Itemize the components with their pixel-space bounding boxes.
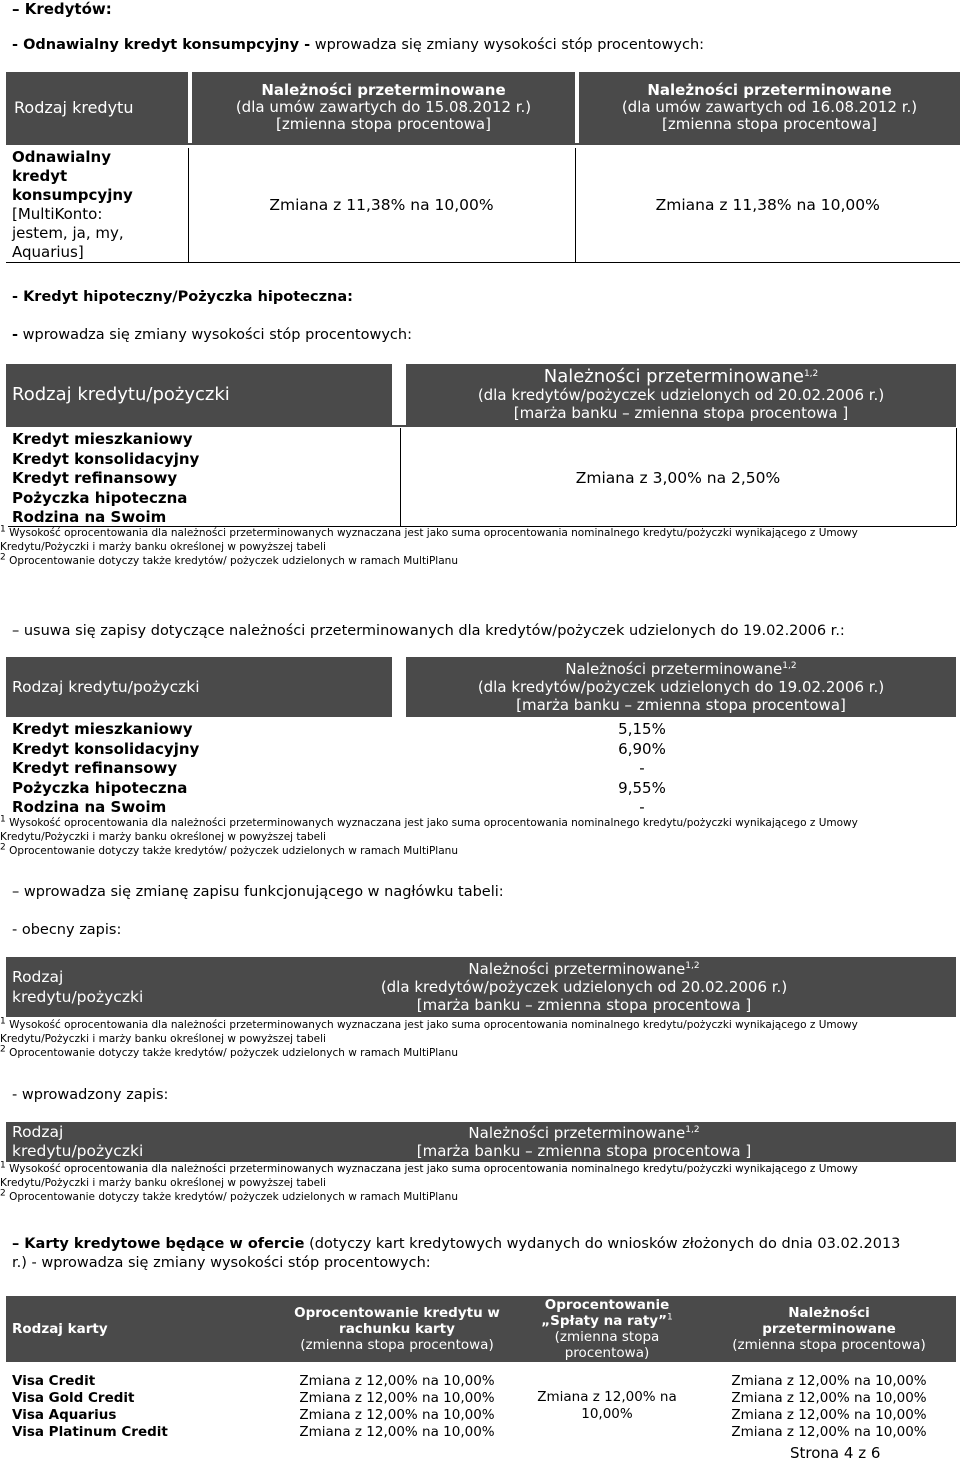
card-overdue-rate: Zmiana z 12,00% na 10,00%: [731, 1389, 927, 1406]
table-row-label: Kredyt refinansowy: [12, 469, 178, 487]
fn2-num: 2: [0, 552, 6, 563]
fn2-num: 2: [0, 842, 6, 853]
table-odnawialny: [6, 72, 960, 263]
table-row-value: -: [639, 798, 645, 816]
footnotes-block-2: [0, 816, 960, 858]
row-label-line4: [MultiKonto:: [12, 205, 103, 223]
row-label-odnawialny: [6, 148, 188, 263]
col2-line3: [zmienna stopa procentowa]: [276, 115, 491, 133]
naleznosci-sup: 1,2: [803, 368, 819, 379]
section2-heading-text: - Kredyt hipoteczny/Pożyczka hipoteczna:: [12, 289, 353, 305]
fn2-num: 2: [0, 1044, 6, 1055]
h3-line2: „Spłaty na raty”: [541, 1313, 667, 1329]
section1-intro-suffix: wprowadza się zmiany wysokości stóp procentowych:: [310, 37, 705, 53]
card-name: Visa Credit: [12, 1372, 96, 1389]
fn1-text2: Kredytu/Pożyczki i marży banku określonej w powyższej tabeli: [0, 1177, 326, 1189]
section1-intro: [12, 37, 704, 53]
table-row-label: Kredyt refinansowy: [12, 759, 178, 777]
header-rodzaj-nowy: [6, 1122, 212, 1162]
header-col3: [579, 72, 960, 144]
table-row-label: Rodzina na Swoim: [12, 508, 167, 526]
header-rodzaj-kredytu: Rodzaj kredytu: [14, 98, 134, 117]
header-naleznosci: [406, 364, 956, 426]
section2-intro-dash: -: [12, 327, 19, 343]
header-oprocentowanie-kredytu: [282, 1296, 512, 1362]
h4-line2: przeterminowane: [762, 1321, 896, 1337]
col3-line2: (dla umów zawartych od 16.08.2012 r.): [621, 98, 918, 116]
fn1-num: 1: [0, 814, 6, 825]
current-label: - obecny zapis:: [12, 922, 122, 938]
section5-intro-line2: r.) - wprowadza się zmiany wysokości stóp procentowych:: [12, 1255, 431, 1271]
rodzaj-nowy-line2: kredytu/pożyczki: [12, 1142, 144, 1160]
fn1-num: 1: [0, 1160, 6, 1171]
table-wprowadzony: [6, 1122, 956, 1162]
row-value-col2: Zmiana z 11,38% na 10,00%: [188, 148, 575, 263]
card-credit-rate: Zmiana z 12,00% na 10,00%: [299, 1423, 495, 1440]
h2-line2: rachunku karty: [339, 1321, 455, 1337]
naleznosci-title-obecny: Należności przeterminowane: [468, 960, 686, 978]
table-usuwa: [6, 657, 956, 717]
footnotes-block-4: [0, 1162, 960, 1204]
row-label-line2: kredyt: [12, 167, 68, 185]
naleznosci-sup-obecny: 1,2: [685, 961, 700, 971]
row-label-line6: Aquarius]: [12, 243, 84, 261]
section2-heading: [12, 289, 353, 305]
h3-line3: (zmienna stopa: [554, 1329, 660, 1345]
card-installments-merged: [512, 1372, 702, 1440]
table-karty: [6, 1296, 956, 1440]
hipoteczny-value: Zmiana z 3,00% na 2,50%: [575, 469, 781, 487]
naleznosci-title-nowy: Należności przeterminowane: [468, 1124, 686, 1142]
fn2-text: Oprocentowanie dotyczy także kredytów/ pożyczek udzielonych w ramach MultiPlanu: [9, 555, 458, 567]
naleznosci-line2-obecny: (dla kredytów/pożyczek udzielonych od 20.02.2006 r.): [380, 978, 788, 996]
header-col2: [192, 72, 575, 144]
page-number: Strona 4 z 6: [790, 1444, 881, 1462]
col3-line3: [zmienna stopa procentowa]: [662, 115, 877, 133]
naleznosci-line2: (dla kredytów/pożyczek udzielonych od 20.02.2006 r.): [477, 385, 885, 404]
col2-line2: (dla umów zawartych do 15.08.2012 r.): [235, 98, 532, 116]
header-rodzaj-karty: Rodzaj karty: [12, 1321, 108, 1337]
fn1-text2: Kredytu/Pożyczki i marży banku określonej w powyższej tabeli: [0, 831, 326, 843]
installments-line1: Zmiana z 12,00% na: [537, 1389, 677, 1405]
h4-line3: (zmienna stopa procentowa): [732, 1337, 926, 1353]
card-credit-rate: Zmiana z 12,00% na 10,00%: [299, 1372, 495, 1389]
naleznosci-line3-obecny: [marża banku – zmienna stopa procentowa ]: [416, 996, 752, 1014]
fn2-text: Oprocentowanie dotyczy także kredytów/ pożyczek udzielonych w ramach MultiPlanu: [9, 1191, 458, 1203]
table-row-label: Pożyczka hipoteczna: [12, 778, 188, 797]
hipoteczny-row-labels: [12, 430, 199, 528]
card-overdue-rate: Zmiana z 12,00% na 10,00%: [731, 1406, 927, 1423]
table-row-value: -: [639, 759, 645, 777]
rodzaj-nowy-line1: Rodzaj: [12, 1123, 64, 1141]
header-naleznosci-obecny: [212, 957, 956, 1017]
table-row-value: 6,90%: [618, 739, 666, 758]
section3-intro: – usuwa się zapisy dotyczące należności przeterminowanych dla kredytów/pożyczek udzielonych do 19.02.2006 r.:: [12, 623, 845, 639]
section5-intro-bold: – Karty kredytowe będące w ofercie: [12, 1236, 305, 1252]
table-row-label: Rodzina na Swoim: [12, 798, 167, 816]
fn1-num: 1: [0, 1016, 6, 1027]
table-row-label: Kredyt mieszkaniowy: [12, 430, 193, 448]
rodzaj-line1: Rodzaj: [12, 968, 64, 986]
h2-line1: Oprocentowanie kredytu w: [294, 1305, 500, 1321]
naleznosci-line3-2: [marża banku – zmienna stopa procentowa]: [516, 696, 846, 714]
card-name: Visa Aquarius: [12, 1406, 117, 1423]
fn1-text2: Kredytu/Pożyczki i marży banku określonej w powyższej tabeli: [0, 1033, 326, 1045]
section5-intro-rest: (dotyczy kart kredytowych wydanych do wniosków złożonych do dnia 03.02.2013: [304, 1236, 901, 1252]
fn2-num: 2: [0, 1188, 6, 1199]
card-credit-rate: Zmiana z 12,00% na 10,00%: [299, 1389, 495, 1406]
usuwa-rows: [12, 720, 952, 818]
new-label: - wprowadzony zapis:: [12, 1087, 169, 1103]
table-row-label: Kredyt konsolidacyjny: [12, 739, 200, 758]
section1-intro-prefix: - Odnawialny kredyt konsumpcyjny -: [12, 37, 311, 53]
header-naleznosci-karty: [702, 1296, 956, 1362]
fn1-text2: Kredytu/Pożyczki i marży banku określonej w powyższej tabeli: [0, 541, 326, 553]
fn1-text: Wysokość oprocentowania dla należności przeterminowanych wyznaczana jest jako suma oprocentowania nominalnego kredytu/pożyczki wynikającego z Umowy: [9, 527, 858, 539]
rodzaj-line2: kredytu/pożyczki: [12, 988, 144, 1006]
fn2-text: Oprocentowanie dotyczy także kredytów/ pożyczek udzielonych w ramach MultiPlanu: [9, 1047, 458, 1059]
card-overdue-rate: Zmiana z 12,00% na 10,00%: [731, 1423, 927, 1440]
card-name: Visa Gold Credit: [12, 1389, 135, 1406]
header-rodzaj-obecny: [6, 957, 212, 1017]
fn1-text: Wysokość oprocentowania dla należności przeterminowanych wyznaczana jest jako suma oprocentowania nominalnego kredytu/pożyczki wynikającego z Umowy: [9, 817, 858, 829]
naleznosci-sup-nowy: 1,2: [685, 1125, 700, 1135]
row-label-line1: Odnawialny: [12, 148, 112, 166]
heading-kredytow: – Kredytów:: [12, 0, 112, 18]
section5-intro: [12, 1235, 960, 1273]
h3-line1: Oprocentowanie: [544, 1297, 670, 1313]
table-obecny: [6, 957, 956, 1017]
h4-line1: Należności: [788, 1305, 870, 1321]
card-name: Visa Platinum Credit: [12, 1423, 168, 1440]
naleznosci-sup-2: 1,2: [782, 661, 797, 671]
fn1-text: Wysokość oprocentowania dla należności przeterminowanych wyznaczana jest jako suma oprocentowania nominalnego kredytu/pożyczki wynikającego z Umowy: [9, 1019, 858, 1031]
h2-line3: (zmienna stopa procentowa): [300, 1337, 494, 1353]
table-hipoteczny: [6, 364, 956, 430]
header-rodzaj-kredytu-pozyczki-2: Rodzaj kredytu/pożyczki: [12, 678, 200, 696]
row-label-line5: jestem, ja, my,: [12, 224, 124, 242]
table-row-label: Pożyczka hipoteczna: [12, 488, 188, 507]
header-rodzaj-kredytu-pozyczki: Rodzaj kredytu/pożyczki: [12, 384, 230, 405]
naleznosci-line2-2: (dla kredytów/pożyczek udzielonych do 19.02.2006 r.): [477, 678, 885, 696]
naleznosci-title-2: Należności przeterminowane: [565, 660, 783, 678]
fn1-num: 1: [0, 524, 6, 535]
installments-line2: 10,00%: [581, 1406, 633, 1422]
table-row-label: Kredyt mieszkaniowy: [12, 720, 193, 738]
section2-intro: [12, 327, 412, 343]
section2-intro-text: wprowadza się zmiany wysokości stóp procentowych:: [18, 327, 412, 343]
table-row-value: 9,55%: [618, 778, 666, 797]
fn2-text: Oprocentowanie dotyczy także kredytów/ pożyczek udzielonych w ramach MultiPlanu: [9, 845, 458, 857]
fn1-text: Wysokość oprocentowania dla należności przeterminowanych wyznaczana jest jako suma oprocentowania nominalnego kredytu/pożyczki wynikającego z Umowy: [9, 1163, 858, 1175]
row-value-col3: Zmiana z 11,38% na 10,00%: [575, 148, 960, 263]
header-naleznosci-nowy: [212, 1122, 956, 1162]
naleznosci-line2-nowy: [marża banku – zmienna stopa procentowa ]: [416, 1142, 752, 1160]
card-credit-rate: Zmiana z 12,00% na 10,00%: [299, 1406, 495, 1423]
card-overdue-rate: Zmiana z 12,00% na 10,00%: [731, 1372, 927, 1389]
footnotes-block-1: [0, 526, 960, 568]
col3-title: Należności przeterminowane: [647, 81, 892, 99]
naleznosci-line3: [marża banku – zmienna stopa procentowa ]: [513, 403, 849, 422]
table-row-value: 5,15%: [618, 720, 666, 738]
header-naleznosci-2: [406, 657, 956, 717]
section4-intro: – wprowadza się zmianę zapisu funkcjonującego w nagłówku tabeli:: [12, 884, 504, 900]
table-row-label: Kredyt konsolidacyjny: [12, 449, 200, 468]
h3-sup: 1: [666, 1312, 673, 1323]
row-label-line3: konsumpcyjny: [12, 186, 133, 204]
h3-line4: procentowa): [564, 1345, 650, 1361]
footnotes-block-3: [0, 1018, 960, 1060]
header-splaty-na-raty: [512, 1296, 702, 1362]
col2-title: Należności przeterminowane: [261, 81, 506, 99]
naleznosci-title: Należności przeterminowane: [543, 365, 804, 387]
